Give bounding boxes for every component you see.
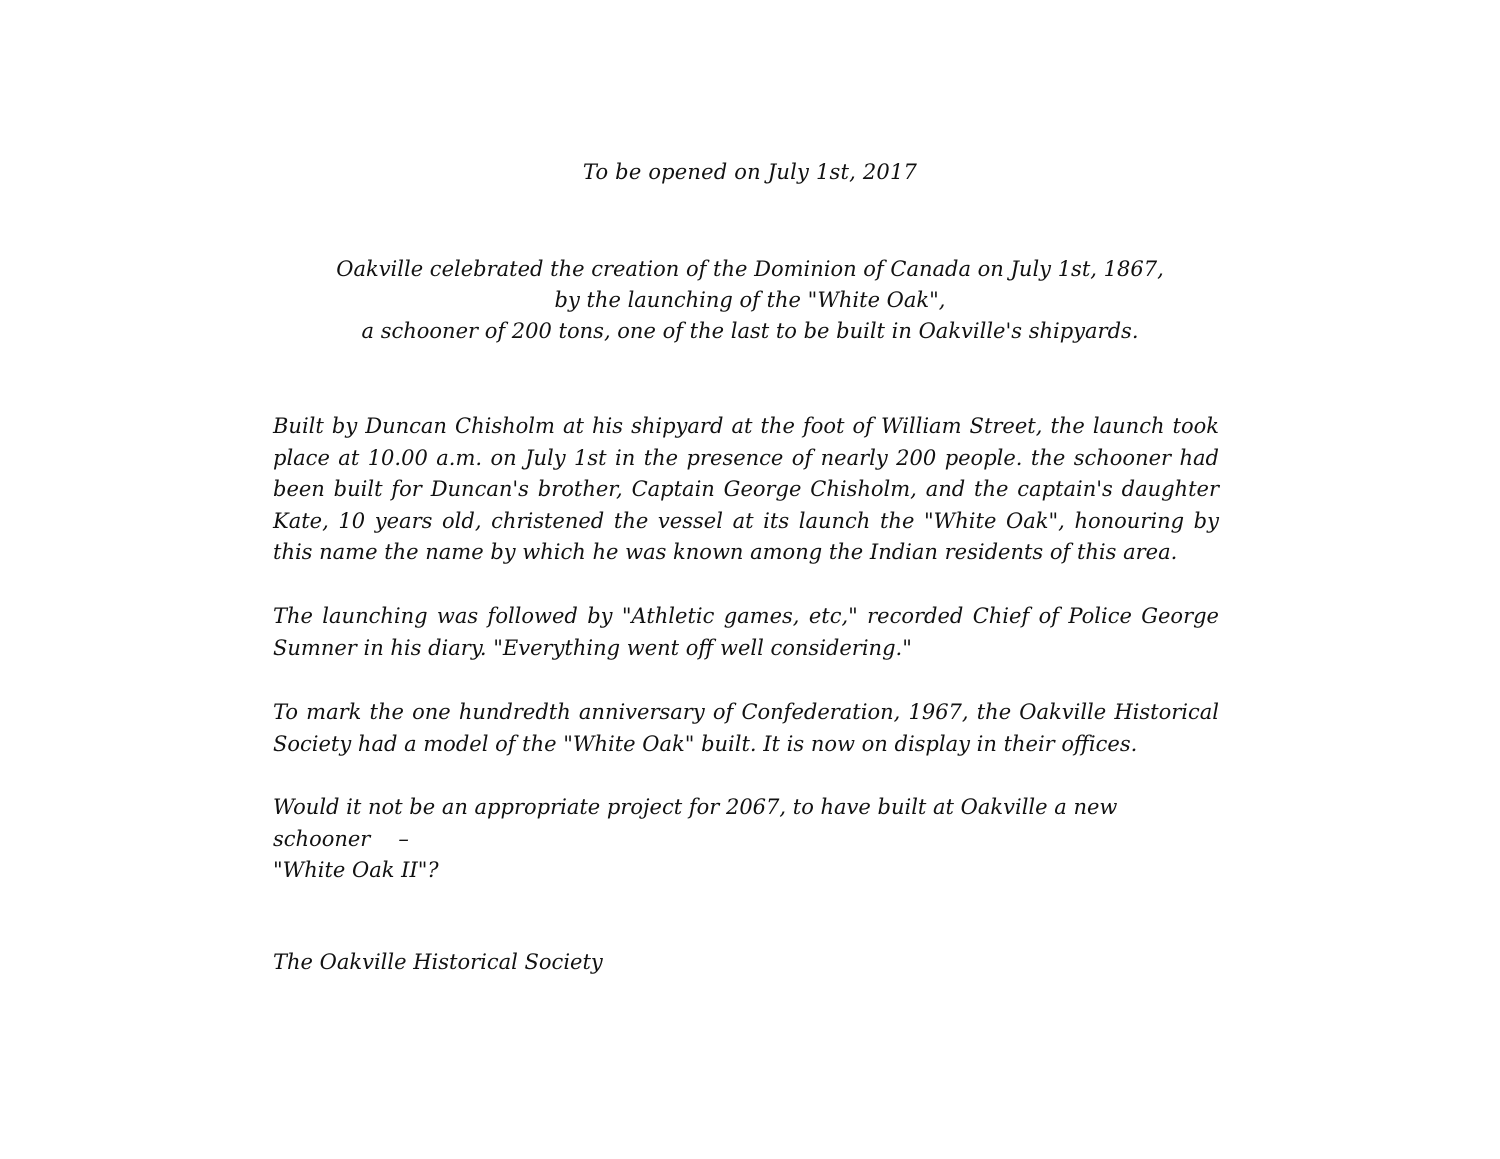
paragraph-centennial: To mark the one hundredth anniversary of Confederation, 1967, the Oakville Historical Society had a model of the "White Oak" built. It is now on display in their offices. — [273, 700, 1219, 756]
project-line-1: Would it not be an appropriate project for 2067, to have built at Oakville a new schooner — [273, 795, 1118, 851]
intro-line: a schooner of 200 tons, one of the last to be built in Oakville's shipyards. — [361, 319, 1139, 343]
paragraph-project — [273, 792, 1219, 887]
open-date-line: To be opened on July 1st, 2017 — [582, 160, 918, 184]
paragraph-built: Built by Duncan Chisholm at his shipyard at the foot of William Street, the launch took place at 10.00 a.m. on July 1st in the presence of nearly 200 people. the schooner had been built for Duncan's brother, Captain George Chisholm, and the captain's daughter Kate, 10 years old, christened the vessel at its launch the "White Oak", honouring by this name the name by which he was known among the Indian residents of this area. — [273, 414, 1219, 564]
intro-block — [0, 254, 1500, 347]
signature: The Oakville Historical Society — [273, 950, 603, 974]
intro-line: by the launching of the "White Oak", — [554, 288, 946, 312]
paragraph-launching: The launching was followed by "Athletic games, etc," recorded Chief of Police George Sumner in his diary. "Everything went off well considering." — [273, 604, 1219, 660]
intro-line: Oakville celebrated the creation of the Dominion of Canada on July 1st, 1867, — [336, 257, 1164, 281]
project-dash: – — [398, 826, 409, 851]
project-line-2: "White Oak II"? — [273, 858, 439, 882]
